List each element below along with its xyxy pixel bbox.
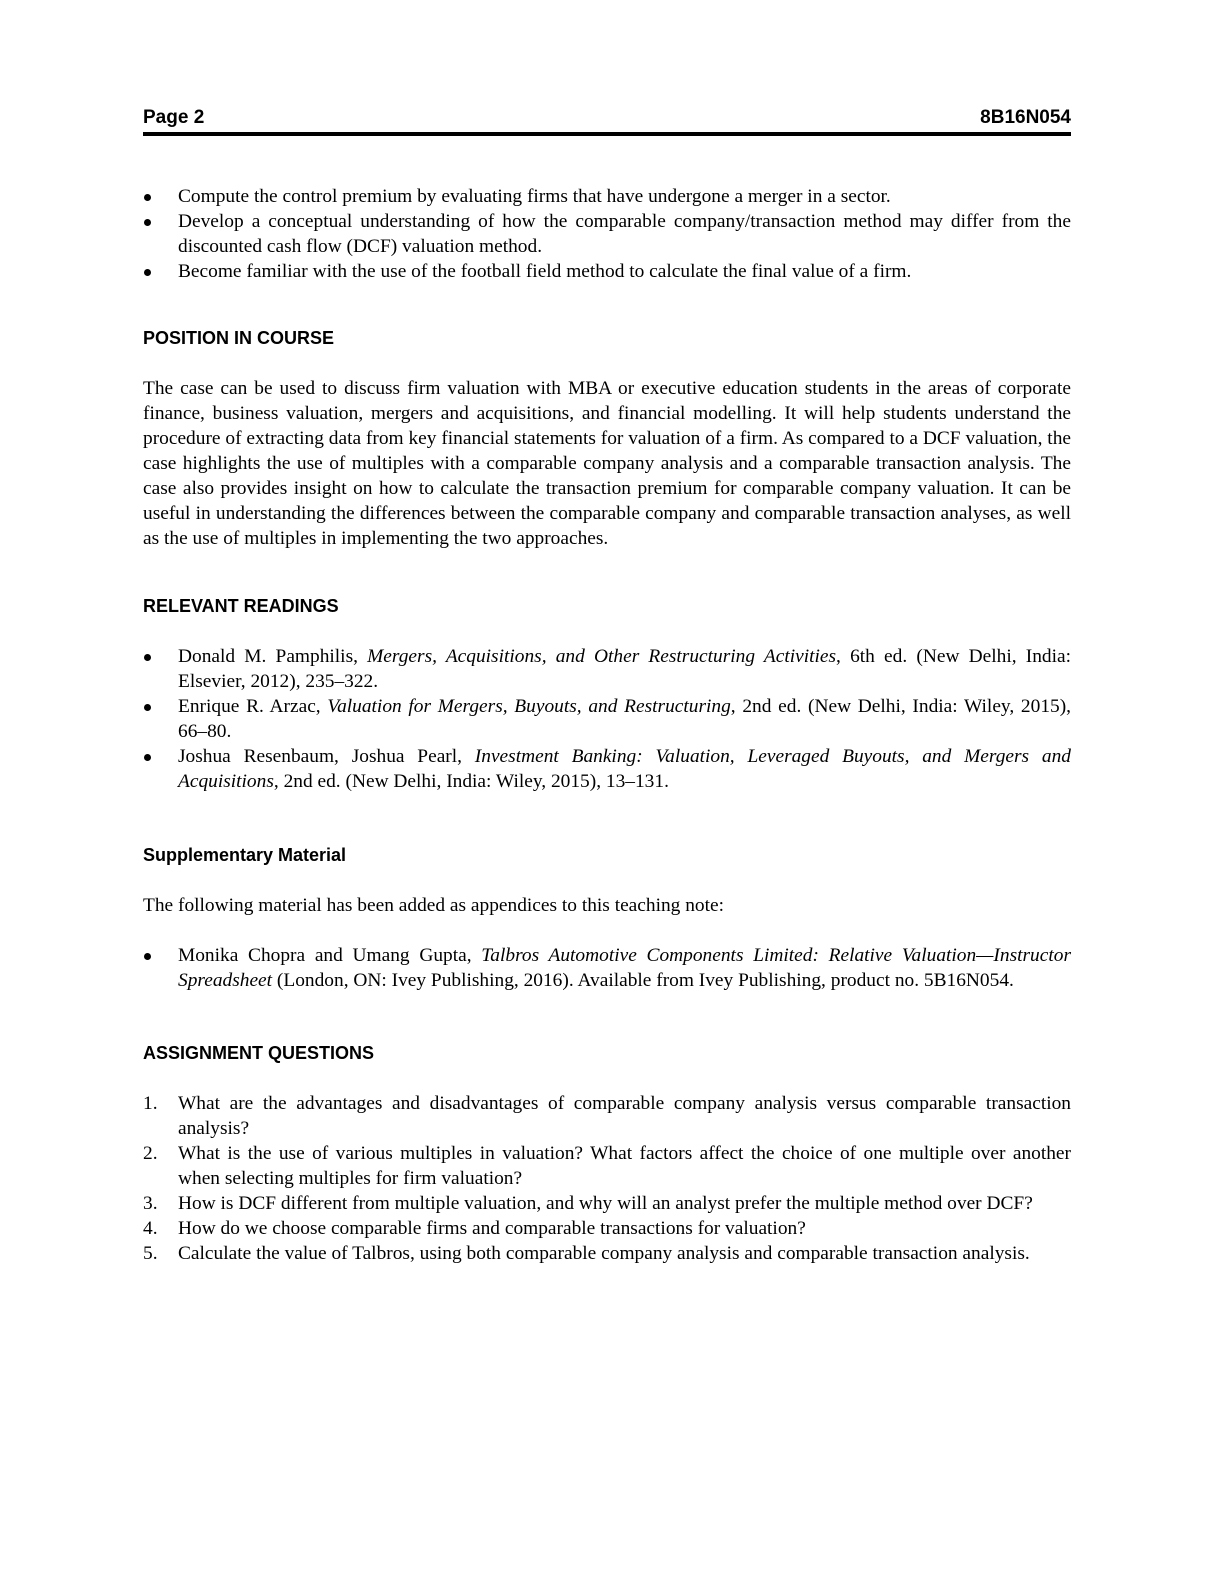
document-code: 8B16N054 xyxy=(980,107,1071,128)
list-item: Compute the control premium by evaluating firms that have undergone a merger in a sector. xyxy=(178,186,891,207)
list-item: 1. What are the advantages and disadvantages of comparable company analysis versus comparable transaction analysis? xyxy=(143,1093,1071,1139)
list-item: Become familiar with the use of the football field method to calculate the final value of a firm. xyxy=(178,261,912,282)
list-item: 3. How is DCF different from multiple valuation, and why will an analyst prefer the multiple method over DCF? xyxy=(143,1193,1033,1214)
section-heading-readings: RELEVANT READINGS xyxy=(143,596,339,616)
list-item: Joshua Resenbaum, Joshua Pearl, Investment Banking: Valuation, Leveraged Buyouts, and Mergers and Acquisitions, 2nd ed. (New Delhi, India: Wiley, 2015), 13–131. xyxy=(178,746,1071,792)
list-item: Monika Chopra and Umang Gupta, Talbros Automotive Components Limited: Relative Valuation—Instructor Spreadsheet (London, ON: Ivey Publishing, 2016). Available from Ivey Publishing, product no. 5B16N054. xyxy=(178,945,1071,991)
list-item: 4. How do we choose comparable firms and comparable transactions for valuation? xyxy=(143,1218,806,1239)
supplementary-intro: The following material has been added as appendices to this teaching note: xyxy=(143,895,724,916)
page-number: Page 2 xyxy=(143,107,205,128)
objectives-list xyxy=(143,184,1071,284)
list-item: 2. What is the use of various multiples in valuation? What factors affect the choice of one multiple over another when selecting multiples for firm valuation? xyxy=(143,1143,1071,1189)
list-item: Donald M. Pamphilis, Mergers, Acquisitions, and Other Restructuring Activities, 6th ed. (New Delhi, India: Elsevier, 2012), 235–322. xyxy=(178,646,1071,692)
position-paragraph: The case can be used to discuss firm valuation with MBA or executive education students in the areas of corporate finance, business valuation, mergers and acquisitions, and financial modelling. It will help students understand the procedure of extracting data from key financial statements for valuation of a firm. As compared to a DCF valuation, the case highlights the use of multiples with a comparable company analysis and a comparable transaction analysis. The case also provides insight on how to calculate the transaction premium for comparable company valuation. It can be useful in understanding the differences between the comparable company and comparable transaction analyses, as well as the use of multiples in implementing the two approaches. xyxy=(143,378,1071,549)
assignment-questions-list xyxy=(143,1091,1071,1266)
section-heading-supplementary: Supplementary Material xyxy=(143,845,347,865)
page-header xyxy=(143,100,1071,136)
supplementary-list xyxy=(143,943,1071,993)
readings-list xyxy=(143,644,1071,794)
list-item: 5. Calculate the value of Talbros, using both comparable company analysis and comparable transaction analysis. xyxy=(143,1243,1030,1264)
document-page xyxy=(143,100,1071,1266)
section-heading-assignment: ASSIGNMENT QUESTIONS xyxy=(143,1043,375,1063)
list-item: Develop a conceptual understanding of how the comparable company/transaction method may differ from the discounted cash flow (DCF) valuation method. xyxy=(178,211,1071,257)
section-heading-position: POSITION IN COURSE xyxy=(143,328,335,348)
list-item: Enrique R. Arzac, Valuation for Mergers, Buyouts, and Restructuring, 2nd ed. (New Delhi, India: Wiley, 2015), 66–80. xyxy=(178,696,1072,742)
